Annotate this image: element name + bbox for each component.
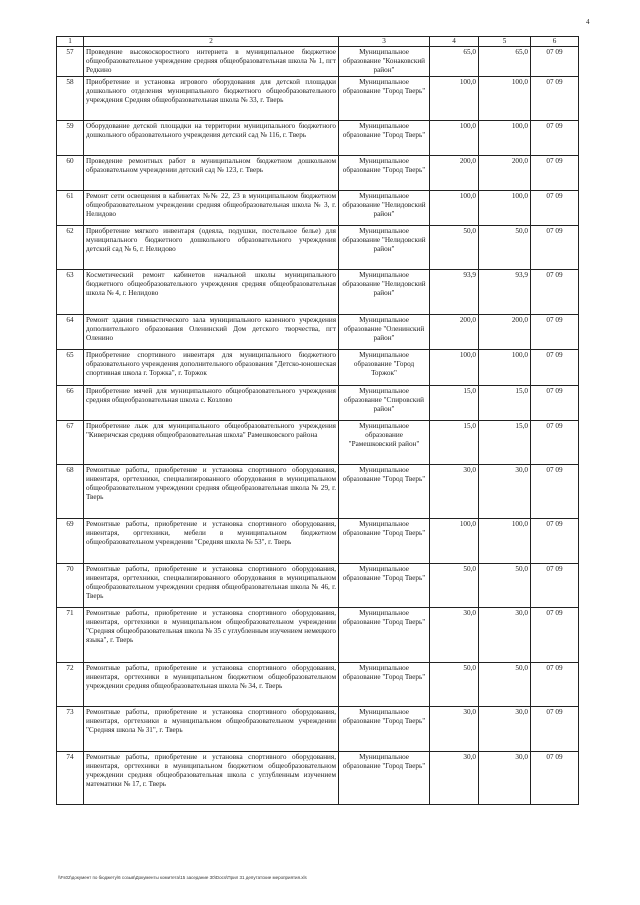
table-row <box>57 156 579 191</box>
row-municipality: Муниципальное образование "Город Тверь" <box>339 156 430 191</box>
row-description: Ремонтные работы, приобретение и установка спортивного оборудования, инвентаря, оргтехники, специализированного оборудования в муниципальном общеобразовательном учреждении средняя общеобразовательная школа № 46, г. Тверь <box>84 564 339 608</box>
table-row <box>57 270 579 315</box>
row-municipality: Муниципальное образование "Рамешковский район" <box>339 421 430 465</box>
row-number: 65 <box>57 350 84 386</box>
row-amount-approved: 100,0 <box>479 121 531 156</box>
col-header-2: 2 <box>84 37 339 47</box>
row-description: Ремонтные работы, приобретение и установка спортивного оборудования, инвентаря, оргтехники, мебели в муниципальном бюджетном общеобразовательном учреждении "Средняя школа № 53", г. Тверь <box>84 519 339 564</box>
row-amount-approved: 15,0 <box>479 421 531 465</box>
row-municipality: Муниципальное образование "Город Тверь" <box>339 465 430 519</box>
row-section-code: 07 09 <box>531 121 579 156</box>
row-section-code: 07 09 <box>531 608 579 663</box>
row-number: 70 <box>57 564 84 608</box>
row-amount-approved: 93,9 <box>479 270 531 315</box>
row-amount-approved: 100,0 <box>479 191 531 226</box>
row-amount: 100,0 <box>430 77 479 121</box>
expenditure-table <box>56 36 579 805</box>
row-description: Косметический ремонт кабинетов начальной школы муниципального бюджетного общеобразовательного учреждения средняя общеобразовательная школа № 4, г. Нелидово <box>84 270 339 315</box>
table-row <box>57 564 579 608</box>
row-section-code: 07 09 <box>531 663 579 707</box>
row-number: 63 <box>57 270 84 315</box>
header-row <box>57 37 579 47</box>
row-amount-approved: 100,0 <box>479 77 531 121</box>
row-description: Приобретение мячей для муниципального общеобразовательного учреждения средняя общеобразовательная школа с. Козлово <box>84 386 339 421</box>
row-amount: 50,0 <box>430 564 479 608</box>
row-section-code: 07 09 <box>531 47 579 77</box>
row-section-code: 07 09 <box>531 421 579 465</box>
row-amount: 50,0 <box>430 226 479 270</box>
row-municipality: Муниципальное образование "Город Тверь" <box>339 752 430 805</box>
row-description: Проведение ремонтных работ в муниципальном бюджетном дошкольном образовательном учреждении детский сад № 123, г. Тверь <box>84 156 339 191</box>
row-description: Приобретение спортивного инвентаря для муниципального бюджетного образовательного учреждения дополнительного образования "Детско-юношеская спортивная школа г. Торжка", г. Торжок <box>84 350 339 386</box>
row-number: 59 <box>57 121 84 156</box>
row-amount-approved: 100,0 <box>479 350 531 386</box>
row-amount: 15,0 <box>430 421 479 465</box>
row-section-code: 07 09 <box>531 386 579 421</box>
row-amount: 30,0 <box>430 608 479 663</box>
row-amount-approved: 200,0 <box>479 156 531 191</box>
row-amount: 15,0 <box>430 386 479 421</box>
col-header-3: 3 <box>339 37 430 47</box>
row-description: Ремонтные работы, приобретение и установка спортивного оборудования, инвентаря, оргтехники в муниципальном общеобразовательном учреждении "Средняя общеобразовательная школа № 35 с углубленным изучением немецкого языка", г. Тверь <box>84 608 339 663</box>
row-section-code: 07 09 <box>531 350 579 386</box>
row-amount-approved: 50,0 <box>479 226 531 270</box>
row-section-code: 07 09 <box>531 270 579 315</box>
row-number: 69 <box>57 519 84 564</box>
table-row <box>57 519 579 564</box>
table-row <box>57 226 579 270</box>
row-section-code: 07 09 <box>531 156 579 191</box>
row-amount-approved: 30,0 <box>479 752 531 805</box>
table-row <box>57 663 579 707</box>
table-row <box>57 315 579 350</box>
row-amount: 30,0 <box>430 707 479 752</box>
row-amount-approved: 100,0 <box>479 519 531 564</box>
table-body <box>57 47 579 805</box>
row-section-code: 07 09 <box>531 752 579 805</box>
row-amount: 65,0 <box>430 47 479 77</box>
table-row <box>57 121 579 156</box>
row-amount-approved: 65,0 <box>479 47 531 77</box>
row-amount: 200,0 <box>430 315 479 350</box>
row-number: 68 <box>57 465 84 519</box>
row-number: 73 <box>57 707 84 752</box>
row-number: 67 <box>57 421 84 465</box>
row-number: 72 <box>57 663 84 707</box>
row-municipality: Муниципальное образование "Город Тверь" <box>339 121 430 156</box>
row-description: Ремонтные работы, приобретение и установка спортивного оборудования, инвентаря, оргтехники в муниципальном общеобразовательном учреждении "Средняя школа № 31", г. Тверь <box>84 707 339 752</box>
row-description: Ремонт сети освещения в кабинетах №№ 22, 23 в муниципальном бюджетном общеобразовательном учреждении средняя общеобразовательная школа № 3, г. Нелидово <box>84 191 339 226</box>
row-description: Ремонт здания гимнастического зала муниципального казенного учреждения дополнительного образования Оленинский Дом детского творчества, пгт Оленино <box>84 315 339 350</box>
row-municipality: Муниципальное образование "Оленинский район" <box>339 315 430 350</box>
row-amount: 30,0 <box>430 752 479 805</box>
page-number: 4 <box>586 18 590 26</box>
table-row <box>57 465 579 519</box>
row-amount: 50,0 <box>430 663 479 707</box>
col-header-6: 6 <box>531 37 579 47</box>
row-number: 60 <box>57 156 84 191</box>
table-row <box>57 350 579 386</box>
row-description: Приобретение мягкого инвентаря (одеяла, подушки, постельное белье) для муниципального бюджетного дошкольного образовательного учреждения детский сад № 6, г. Нелидово <box>84 226 339 270</box>
row-amount-approved: 30,0 <box>479 608 531 663</box>
row-municipality: Муниципальное образование "Спировский район" <box>339 386 430 421</box>
table-row <box>57 77 579 121</box>
row-amount-approved: 30,0 <box>479 707 531 752</box>
row-municipality: Муниципальное образование "Конаковский район" <box>339 47 430 77</box>
row-municipality: Муниципальное образование "Нелидовский район" <box>339 270 430 315</box>
row-section-code: 07 09 <box>531 226 579 270</box>
row-municipality: Муниципальное образование "Город Тверь" <box>339 608 430 663</box>
row-number: 74 <box>57 752 84 805</box>
row-amount-approved: 15,0 <box>479 386 531 421</box>
row-amount-approved: 50,0 <box>479 663 531 707</box>
table-row <box>57 608 579 663</box>
row-description: Оборудование детской площадки на территории муниципального бюджетного дошкольного образовательного учреждения детский сад № 116, г. Тверь <box>84 121 339 156</box>
row-municipality: Муниципальное образование "Город Тверь" <box>339 707 430 752</box>
row-amount-approved: 30,0 <box>479 465 531 519</box>
col-header-5: 5 <box>479 37 531 47</box>
table-row <box>57 707 579 752</box>
row-description: Приобретение и установка игрового оборудования для детской площадки дошкольного отделения муниципального бюджетного общеобразовательного учреждения Средняя общеобразовательная школа № 33, г. Тверь <box>84 77 339 121</box>
row-municipality: Муниципальное образование "Нелидовский район" <box>339 226 430 270</box>
row-description: Ремонтные работы, приобретение и установка спортивного оборудования, инвентаря, оргтехники в муниципальном бюджетном общеобразовательном учреждении средняя общеобразовательная школа № 34, г. Тверь <box>84 663 339 707</box>
row-section-code: 07 09 <box>531 564 579 608</box>
row-amount: 30,0 <box>430 465 479 519</box>
row-amount: 200,0 <box>430 156 479 191</box>
row-amount-approved: 200,0 <box>479 315 531 350</box>
table-row <box>57 386 579 421</box>
col-header-4: 4 <box>430 37 479 47</box>
row-amount: 100,0 <box>430 191 479 226</box>
row-description: Ремонтные работы, приобретение и установка спортивного оборудования, инвентаря, оргтехники, специализированного оборудования в муниципальном общеобразовательном учреждении средняя общеобразовательная школа № 29, г. Тверь <box>84 465 339 519</box>
row-number: 57 <box>57 47 84 77</box>
row-number: 64 <box>57 315 84 350</box>
row-amount: 100,0 <box>430 350 479 386</box>
row-municipality: Муниципальное образование "Город Тверь" <box>339 519 430 564</box>
table-row <box>57 191 579 226</box>
row-number: 58 <box>57 77 84 121</box>
row-amount: 93,9 <box>430 270 479 315</box>
table-row <box>57 47 579 77</box>
row-section-code: 07 09 <box>531 77 579 121</box>
row-amount: 100,0 <box>430 121 479 156</box>
row-municipality: Муниципальное образование "Нелидовский район" <box>339 191 430 226</box>
row-description: Ремонтные работы, приобретение и установка спортивного оборудования, инвентаря, оргтехники в муниципальном бюджетном общеобразовательном учреждении средняя общеобразовательная школа с углубленным изучением математики № 17, г. Тверь <box>84 752 339 805</box>
row-municipality: Муниципальное образование "Город Торжок" <box>339 350 430 386</box>
row-description: Проведение высокоскоростного интернета в муниципальное бюджетное общеобразовательное учреждение средняя общеобразовательная школа № 1, пгт Редкино <box>84 47 339 77</box>
row-municipality: Муниципальное образование "Город Тверь" <box>339 663 430 707</box>
row-section-code: 07 09 <box>531 519 579 564</box>
row-description: Приобретение лыж для муниципального общеобразовательного учреждения "Киверичская средняя общеобразовательная школа" Рамешковского района <box>84 421 339 465</box>
row-amount-approved: 50,0 <box>479 564 531 608</box>
row-section-code: 07 09 <box>531 315 579 350</box>
row-municipality: Муниципальное образование "Город Тверь" <box>339 564 430 608</box>
table-row <box>57 752 579 805</box>
row-section-code: 07 09 <box>531 707 579 752</box>
row-number: 62 <box>57 226 84 270</box>
row-section-code: 07 09 <box>531 191 579 226</box>
file-path-footer: \\Fs02\документ по бюджету\6 созыв\Документы комитета\15 заседание 30\Docs\Прил 31 депутатские мероприятия.xls <box>58 875 307 880</box>
row-amount: 100,0 <box>430 519 479 564</box>
row-number: 71 <box>57 608 84 663</box>
table-row <box>57 421 579 465</box>
row-municipality: Муниципальное образование "Город Тверь" <box>339 77 430 121</box>
row-number: 61 <box>57 191 84 226</box>
row-number: 66 <box>57 386 84 421</box>
row-section-code: 07 09 <box>531 465 579 519</box>
col-header-1: 1 <box>57 37 84 47</box>
